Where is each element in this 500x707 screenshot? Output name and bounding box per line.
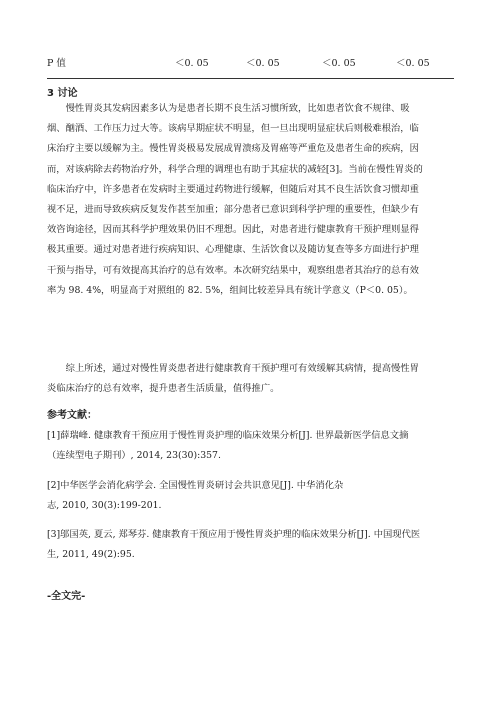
text-line: 视不足，进而导致疾病反复发作甚至加重；部分患者已意识到科学护理的重要性，但缺少有 [47, 204, 419, 216]
text-line: 综上所述，通过对慢性胃炎患者进行健康教育干预护理可有效缓解其病情，提高慢性胃 [47, 363, 419, 374]
reference-line: 生, 2011, 49(2):95. [47, 549, 135, 560]
table-cell: ＜0. 05 [246, 58, 280, 69]
reference-line: [1]薛瑞峰. 健康教育干预应用于慢性胃炎护理的临床效果分析[J]. 世界最新医学信息文摘 [47, 430, 409, 441]
reference-line: [3]邬国英, 夏云, 郑琴芬. 健康教育干预应用于慢性胃炎护理的临床效果分析[J]. 中国现代医 [47, 529, 421, 540]
reference-line: 志, 2010, 30(3):199-201. [47, 500, 162, 511]
references-heading: 参考文献： [47, 410, 97, 421]
reference-line: （连续型电子期刊）, 2014, 23(30):357. [47, 450, 221, 461]
discussion-paragraph [47, 99, 455, 301]
reference-item [47, 476, 467, 516]
text-line: 效咨询途径，因而其科学护理效果仍旧不理想。因此，对患者进行健康教育干预护理则显得 [47, 224, 419, 236]
reference-item [47, 525, 467, 565]
table-cell: ＜0. 05 [396, 58, 430, 69]
row-label: P 值 [47, 58, 66, 69]
text-line: 炎临床治疗的总有效率，提升患者生活质量，值得推广。 [47, 383, 280, 395]
table-cell: ＜0. 05 [322, 58, 356, 69]
conclusion-paragraph [47, 359, 455, 399]
text-line: 慢性胃炎其发病因素多认为是患者长期不良生活习惯所致，比如患者饮食不规律、吸 [47, 103, 410, 114]
text-line: 床治疗主要以缓解为主。慢性胃炎极易发展成胃溃疡及胃癌等严重危及患者生命的疾病，因 [47, 143, 419, 155]
text-line: 而，对该病除去药物治疗外，科学合理的调理也有助于其症状的减轻[3]。当前在慢性胃炎的 [47, 163, 423, 175]
p-value-table-row [47, 52, 454, 79]
table-cell: ＜0. 05 [175, 58, 209, 69]
text-line: 率为 98. 4%，明显高于对照组的 82. 5%，组间比较差异具有统计学意义（P＜0. 05）。 [47, 284, 413, 296]
section-heading: 3 讨论 [47, 88, 78, 99]
reference-item [47, 426, 467, 466]
text-line: 临床治疗中，许多患者在发病时主要通过药物进行缓解，但随后对其不良生活饮食习惯却重 [47, 183, 419, 195]
text-line: 烟、酗酒、工作压力过大等。该病早期症状不明显，但一旦出现明显症状后则极难根治，临 [47, 123, 419, 135]
reference-line: [2]中华医学会消化病学会. 全国慢性胃炎研讨会共识意见[J]. 中华消化杂 [47, 480, 344, 491]
text-line: 干预与指导，可有效提高其治疗的总有效率。本次研究结果中，观察组患者其治疗的总有效 [47, 264, 419, 276]
text-line: 极其重要。通过对患者进行疾病知识、心理健康、生活饮食以及随访复查等多方面进行护理 [47, 244, 419, 256]
end-mark: -全文完- [47, 591, 86, 602]
